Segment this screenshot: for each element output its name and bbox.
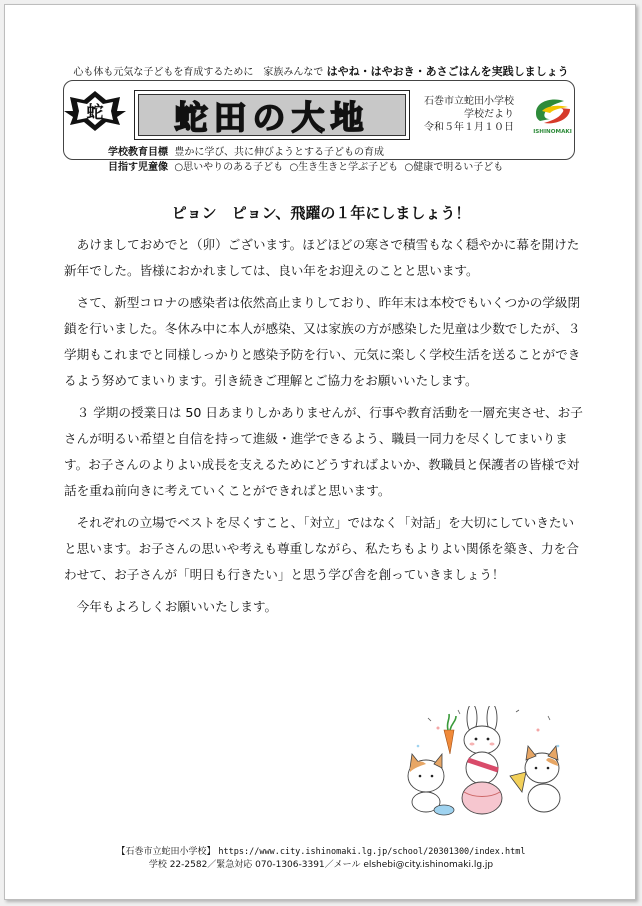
education-goal-text: 豊かに学び、共に伸びようとする子どもの育成 — [174, 147, 384, 158]
crest-character: 蛇 — [86, 103, 104, 123]
article-headline: ピョン ピョン、飛躍の１年にしましょう！ — [171, 204, 471, 222]
footer-url-link[interactable]: https://www.city.ishinomaki.lg.jp/school/20301300/index.html — [218, 847, 526, 857]
footer-school-label: 【石巻市立蛇田小学校】 — [116, 847, 216, 857]
child-image-1: ○思いやりのある子ども — [174, 162, 284, 173]
paragraph: 今年もよろしくお願いいたします。 — [76, 599, 278, 614]
tagline-bold-text: はやね・はやおき・あさごはんを実践しましょう — [326, 65, 569, 78]
masthead-title: 蛇田の大地 — [174, 97, 370, 137]
header-tagline — [0, 63, 642, 79]
child-image-line — [108, 158, 503, 173]
footer-line-1 — [0, 846, 642, 859]
footer-contact: 学校 22-2582／緊急対応 070-1306-3391／メール elshebi@city.ishinomaki.lg.jp — [148, 860, 494, 870]
paragraph: それぞれの立場でベストを尽くすこと、「対立」ではなく「対話」を大切にしていきたいと思います。お子さんの思いや考えも尊重しながら、私たちもよりよい関係を築き、力を合わせて、お子さんが「明日も行きたい」と思う学び舎を創っていきましょう！ — [64, 515, 579, 582]
article-body — [64, 232, 586, 626]
newsletter-name: 学校だより — [464, 109, 514, 120]
rabbit-and-cats-illustration — [398, 706, 574, 824]
school-info — [424, 95, 514, 134]
school-name: 石巻市立蛇田小学校 — [424, 96, 514, 107]
ishinomaki-logo-icon — [530, 95, 575, 135]
child-image-3: ○健康で明るい子ども — [404, 162, 504, 173]
tagline-text: 心も体も元気な子どもを育成するために 家族みんなで — [73, 67, 324, 78]
paragraph: あけましておめでと（卯）ございます。ほどほどの寒さで積雪もなく穏やかに幕を開けた新年でした。皆様におかれましては、良い年をお迎えのことと思います。 — [64, 237, 580, 278]
paragraph: ３ 学期の授業日は 50 日あまりしかありませんが、行事や教育活動を一層充実させ、お子さんが明るい希望と自信を持って進級・進学できるよう、職員一同力を尽くしてまいります。お子さんのよりよい成長を支えるためにどうすればよいか、教職員と保護者の皆様で対話を重ね前向きに考えていくことができればと思います。 — [64, 405, 583, 498]
education-goal-line — [108, 143, 384, 158]
child-image-label: 目指す児童像 — [108, 162, 168, 173]
education-goal-label: 学校教育目標 — [108, 147, 168, 158]
issue-date: 令和５年１月１０日 — [424, 122, 514, 133]
school-crest-icon — [62, 90, 128, 132]
child-image-2: ○生き生きと学ぶ子ども — [289, 162, 399, 173]
footer — [0, 846, 642, 872]
paragraph: さて、新型コロナの感染者は依然高止まりしており、昨年末は本校でもいくつかの学級閉鎖を行いました。冬休み中に本人が感染、又は家族の方が感染した児童は少数でしたが、３ 学期もこれまでと同様しっかりと感染予防を行い、元気に楽しく学校生活を送ることができるよう努めてまいります。引き続きご理解とご協力をお願いいたします。 — [64, 295, 581, 388]
logo-text: ISHINOMAKI — [533, 129, 572, 135]
masthead-title-box — [134, 90, 410, 140]
